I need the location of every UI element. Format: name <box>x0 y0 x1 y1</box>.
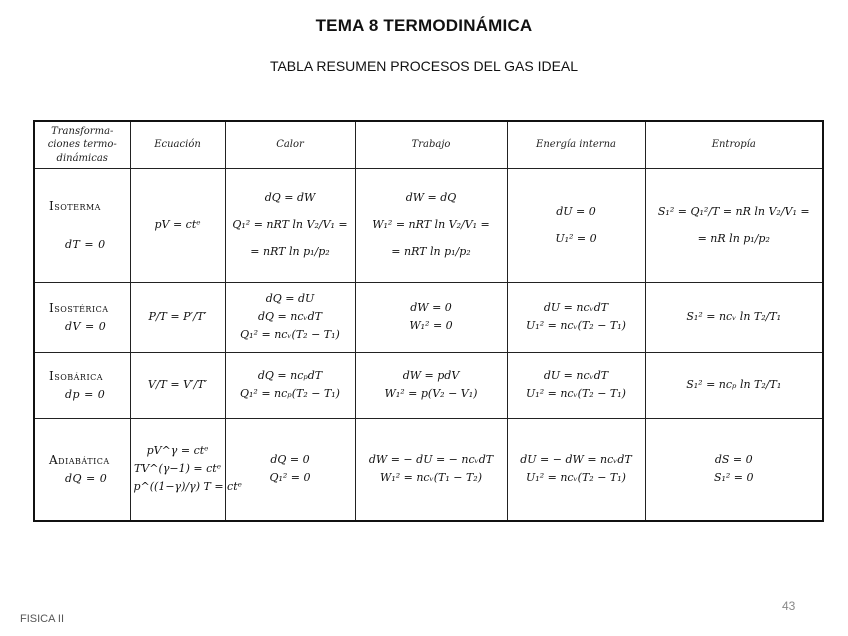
process-name: Isostérica <box>49 300 109 315</box>
table-row-isotherm <box>34 169 823 283</box>
page-number: 43 <box>782 599 796 613</box>
heat-cell <box>225 169 355 283</box>
heat-line: dQ = 0 <box>270 452 310 466</box>
entropy-line: S₁² = Q₁²/T = nR ln V₂/V₁ = <box>657 204 810 218</box>
header-equation: Ecuación <box>130 121 225 169</box>
process-condition: dT = 0 <box>65 238 106 252</box>
energy-line: dU = ncᵥdT <box>543 301 609 315</box>
equation-cell <box>130 353 225 419</box>
entropy-cell <box>645 283 823 353</box>
energy-line: dU = ncᵥdT <box>543 369 609 383</box>
process-name: Isobárica <box>49 368 104 383</box>
heat-line: Q₁² = ncᵥ(T₂ − T₁) <box>240 327 340 341</box>
equation-line: pV = ctᵉ <box>154 218 201 232</box>
slide-subtitle: TABLA RESUMEN PROCESOS DEL GAS IDEAL <box>269 58 579 74</box>
entropy-cell <box>645 419 823 521</box>
process-name: Isoterma <box>49 198 101 213</box>
work-line: dW = dQ <box>405 191 457 205</box>
equation-line: p^((1−γ)/γ) T = ctᵉ <box>133 479 242 493</box>
entropy-line: = nR ln p₁/p₂ <box>697 231 770 245</box>
entropy-line: S₁² = 0 <box>713 470 754 484</box>
equation-cell <box>130 283 225 353</box>
equation-line: P/T = P′/T′ <box>148 310 207 324</box>
process-name: Adiabática <box>49 452 110 467</box>
table-header-row <box>34 121 823 169</box>
process-name-cell <box>34 353 130 419</box>
work-line: W₁² = ncᵥ(T₁ − T₂) <box>380 470 482 484</box>
heat-cell <box>225 419 355 521</box>
heat-line: dQ = ncᵥdT <box>258 310 322 324</box>
heat-line: Q₁² = nRT ln V₂/V₁ = <box>232 218 348 232</box>
heat-cell <box>225 283 355 353</box>
heat-line: = nRT ln p₁/p₂ <box>250 244 330 258</box>
work-line: W₁² = 0 <box>409 319 453 332</box>
work-line: = nRT ln p₁/p₂ <box>391 244 471 258</box>
work-line: dW = − dU = − ncᵥdT <box>368 452 494 466</box>
process-name-cell <box>34 283 130 353</box>
work-line: W₁² = p(V₂ − V₁) <box>384 387 478 400</box>
process-condition: dQ = 0 <box>65 471 108 485</box>
energy-line: dU = − dW = ncᵥdT <box>520 452 632 466</box>
equation-cell <box>130 419 242 521</box>
work-cell <box>355 283 507 353</box>
process-name-cell <box>34 169 130 283</box>
course-footer: FISICA II <box>20 613 65 625</box>
work-cell <box>355 353 507 419</box>
entropy-line: S₁² = ncₚ ln T₂/T₁ <box>686 378 782 392</box>
header-internal-energy: Energía interna <box>507 121 645 169</box>
energy-line: U₁² = 0 <box>555 231 597 245</box>
work-line: dW = pdV <box>402 369 460 383</box>
heat-line: Q₁² = 0 <box>269 470 311 484</box>
work-line: dW = 0 <box>410 301 452 315</box>
header-transformations: Transforma-ciones termo-dinámicas <box>34 121 130 169</box>
equation-line: V/T = V′/T′ <box>147 378 208 392</box>
equation-cell <box>130 169 225 283</box>
equation-line: pV^γ = ctᵉ <box>146 443 209 457</box>
energy-cell <box>507 283 645 353</box>
process-name-cell <box>34 419 130 521</box>
entropy-line: S₁² = ncᵥ ln T₂/T₁ <box>686 310 782 324</box>
heat-line: dQ = ncₚdT <box>257 369 323 383</box>
entropy-cell <box>645 169 823 283</box>
heat-cell <box>225 353 355 419</box>
work-line: W₁² = nRT ln V₂/V₁ = <box>372 218 490 232</box>
table-row-isobaric <box>34 353 823 419</box>
entropy-line: dS = 0 <box>714 452 753 466</box>
work-cell <box>355 419 507 521</box>
heat-line: dQ = dU <box>265 292 315 306</box>
process-condition: dV = 0 <box>65 320 107 334</box>
work-cell <box>355 169 507 283</box>
header-work: Trabajo <box>355 121 507 169</box>
energy-line: U₁² = ncᵥ(T₂ − T₁) <box>526 319 626 332</box>
ideal-gas-process-table <box>33 120 824 522</box>
heat-line: dQ = dW <box>264 191 316 205</box>
entropy-cell <box>645 353 823 419</box>
energy-cell <box>507 169 645 283</box>
table-row-adiabatic <box>34 419 823 521</box>
energy-cell <box>507 419 645 521</box>
energy-cell <box>507 353 645 419</box>
header-entropy: Entropía <box>645 121 823 169</box>
process-condition: dp = 0 <box>65 388 106 402</box>
heat-line: Q₁² = ncₚ(T₂ − T₁) <box>240 387 340 400</box>
slide-title: TEMA 8 TERMODINÁMICA <box>315 16 533 35</box>
energy-line: U₁² = ncᵥ(T₂ − T₁) <box>526 470 626 484</box>
energy-line: dU = 0 <box>556 204 596 218</box>
header-heat: Calor <box>225 121 355 169</box>
equation-line: TV^(γ−1) = ctᵉ <box>134 461 221 475</box>
table-row-isochoric <box>34 283 823 353</box>
energy-line: U₁² = ncᵥ(T₂ − T₁) <box>526 387 626 400</box>
